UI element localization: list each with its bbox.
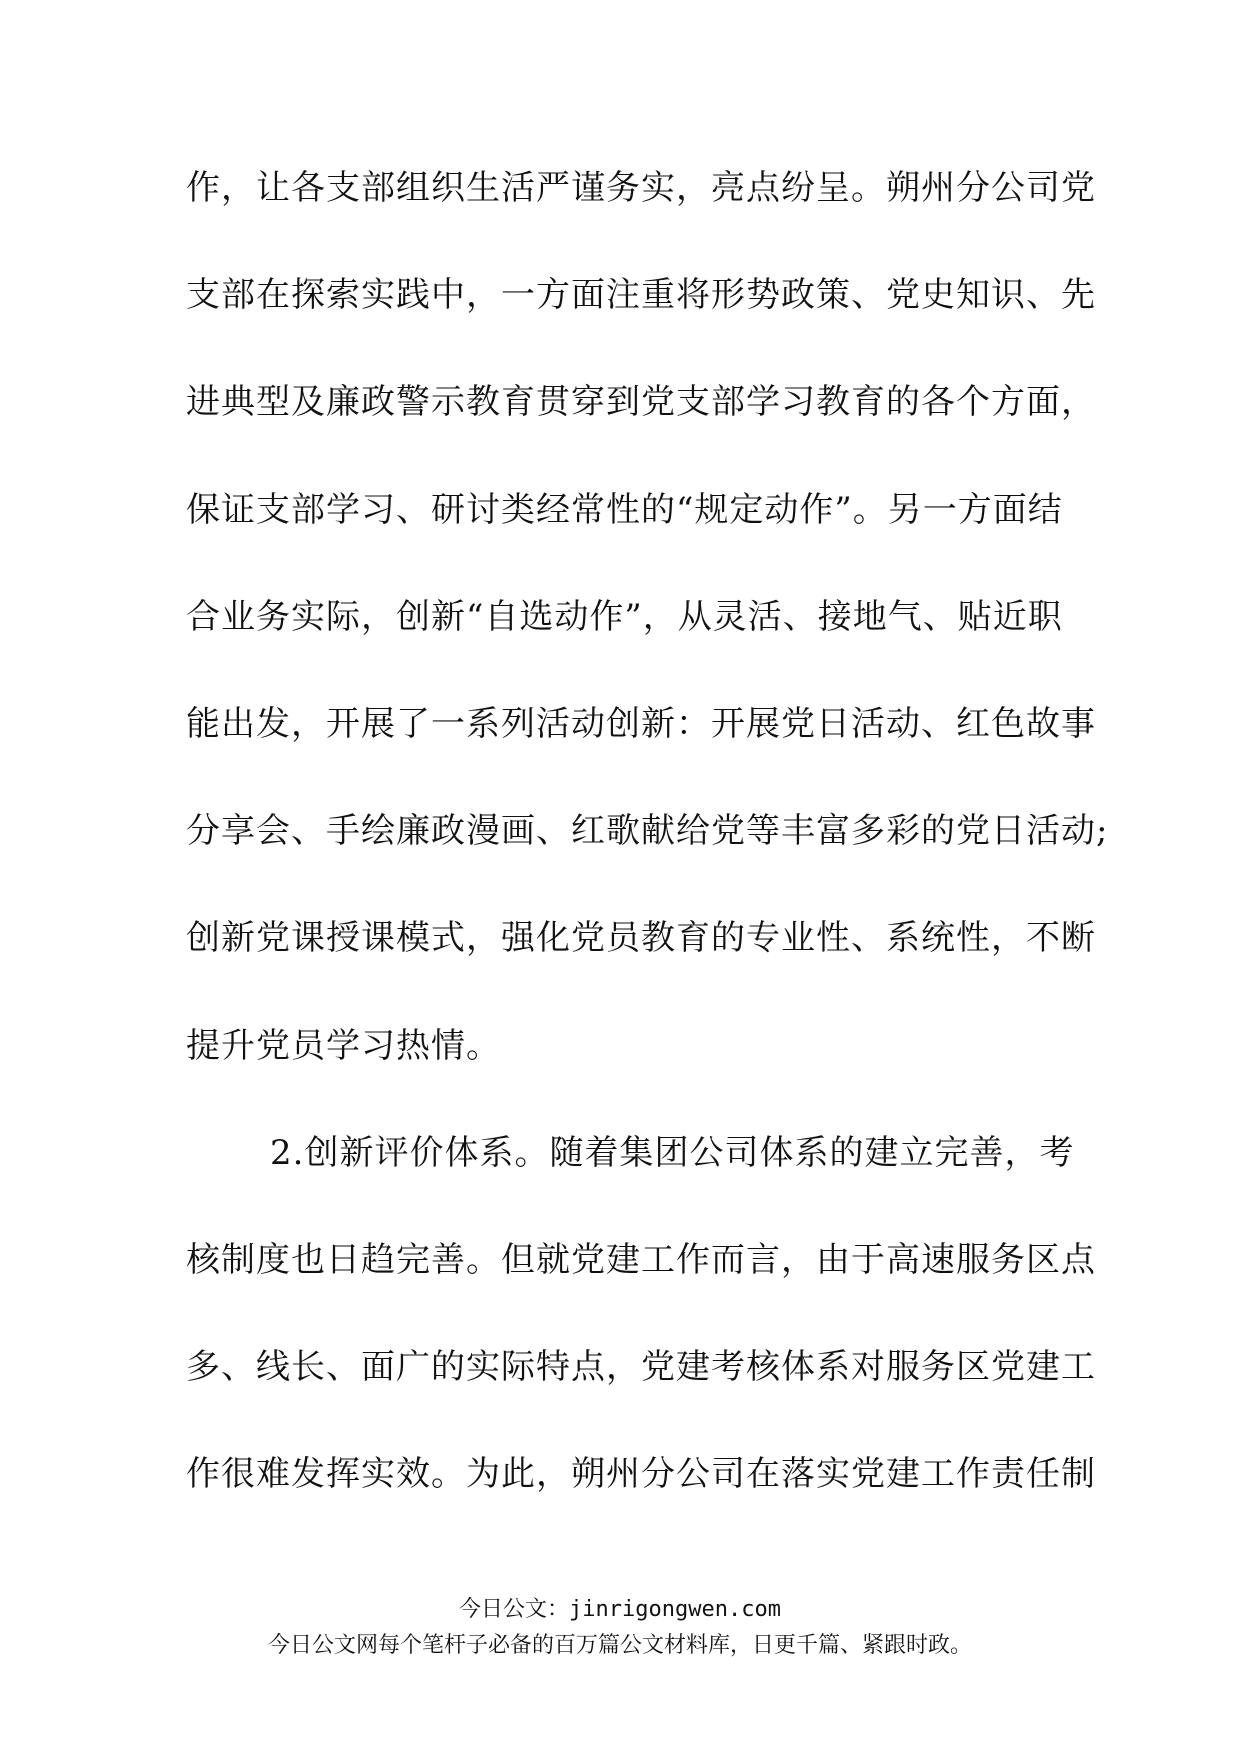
body-line: 创新党课授课模式，强化党员教育的专业性、系统性，不断 [186,918,1096,959]
body-line: 作很难发挥实效。为此，朔州分公司在落实党建工作责任制 [186,1454,1096,1495]
footer-site-url[interactable]: jinrigongwen.com [569,1597,781,1622]
body-line: 多、线长、面广的实际特点，党建考核体系对服务区党建工 [186,1347,1096,1388]
body-line: 保证支部学习、研讨类经常性的“规定动作”。另一方面结 [186,489,1063,530]
footer-slogan: 今日公文网每个笔杆子必备的百万篇公文材料库，日更千篇、紧跟时政。 [267,1633,972,1658]
body-line: 支部在探索实践中，一方面注重将形势政策、党史知识、先 [186,275,1096,316]
section-heading-line: 2.创新评价体系。随着集团公司体系的建立完善，考 [270,1132,1075,1173]
footer-site-label: 今日公文： [459,1597,570,1622]
body-line: 分享会、手绘廉政漫画、红歌献给党等丰富多彩的党日活动; [186,811,1109,852]
document-body [186,158,1109,1551]
body-line: 提升党员学习热情。 [186,1025,501,1066]
body-line: 作，让各支部组织生活严谨务实，亮点纷呈。朔州分公司党 [186,168,1096,208]
body-line: 进典型及廉政警示教育贯穿到党支部学习教育的各个方面， [186,382,1096,423]
footer-site [0,1592,1240,1623]
body-line: 核制度也日趋完善。但就党建工作而言，由于高速服务区点 [186,1239,1096,1280]
body-line: 能出发，开展了一系列活动创新：开展党日活动、红色故事 [186,703,1096,744]
body-line: 合业务实际，创新“自选动作”，从灵活、接地气、贴近职 [186,596,1063,637]
